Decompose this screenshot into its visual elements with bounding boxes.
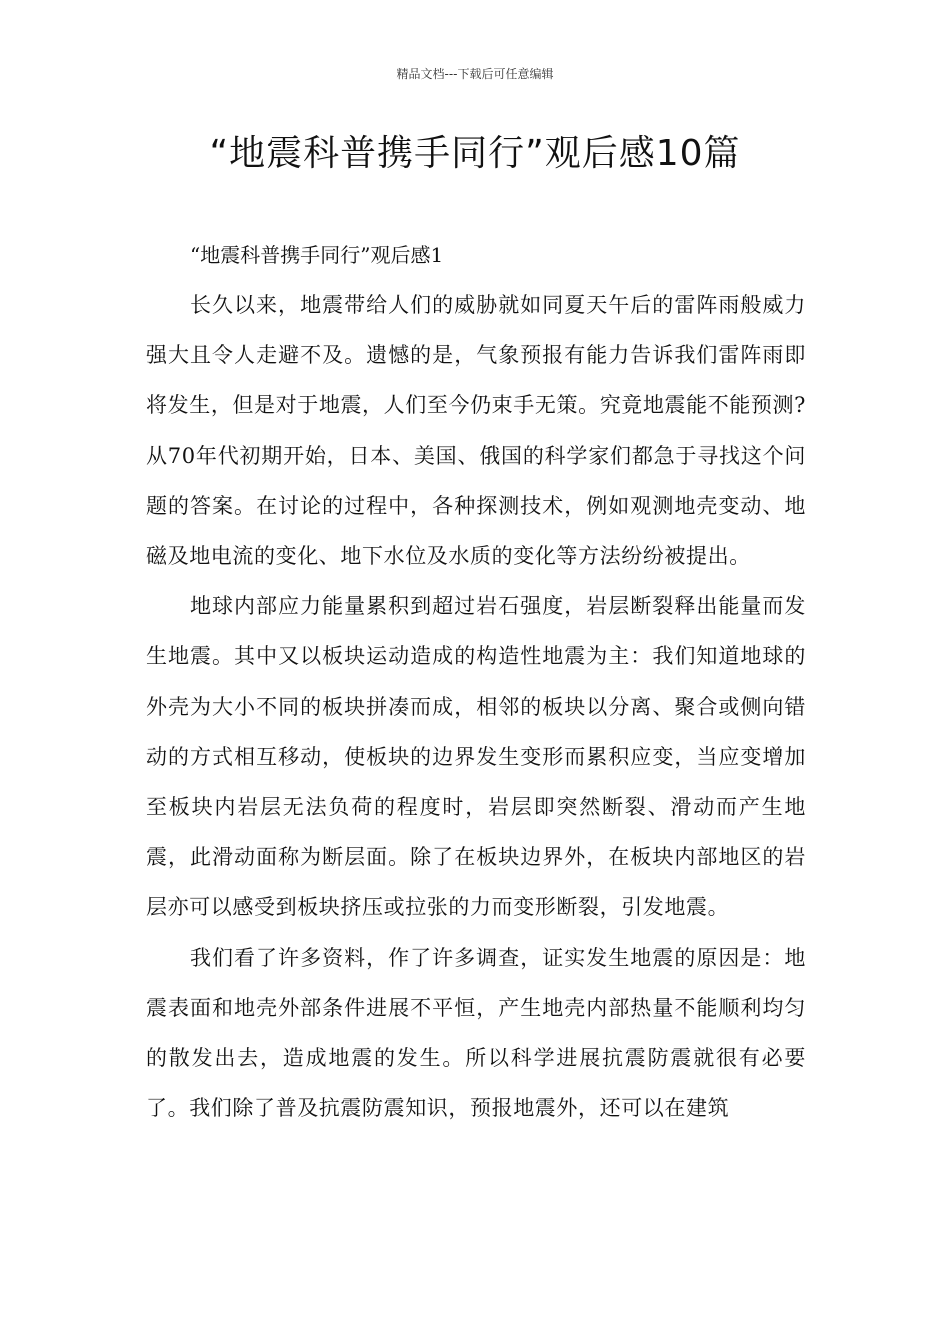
document-body xyxy=(146,230,806,1133)
paragraph-2: 地球内部应力能量累积到超过岩石强度，岩层断裂释出能量而发生地震。其中又以板块运动造成的构造性地震为主：我们知道地球的外壳为大小不同的板块拼凑而成，相邻的板块以分离、聚合或侧向错动的方式相互移动，使板块的边界发生变形而累积应变，当应变增加至板块内岩层无法负荷的程度时，岩层即突然断裂、滑动而产生地震，此滑动面称为断层面。除了在板块边界外，在板块内部地区的岩层亦可以感受到板块挤压或拉张的力而变形断裂，引发地震。 xyxy=(146,594,806,920)
paragraph-3: 我们看了许多资料，作了许多调查，证实发生地震的原因是：地震表面和地壳外部条件进展不平恒，产生地壳内部热量不能顺利均匀的散发出去，造成地震的发生。所以科学进展抗震防震就很有必要了。我们除了普及抗震防震知识，预报地震外，还可以在建筑 xyxy=(146,945,806,1121)
header-note: 精品文档---下载后可任意编辑 xyxy=(396,67,554,81)
section-subtitle: “地震科普携手同行”观后感1 xyxy=(190,243,444,267)
paragraph-1: 长久以来，地震带给人们的威胁就如同夏天午后的雷阵雨般威力强大且令人走避不及。遗憾的是，气象预报有能力告诉我们雷阵雨即将发生，但是对于地震，人们至今仍束手无策。究竟地震能不能预测?从70年代初期开始，日本、美国、俄国的科学家们都急于寻找这个问题的答案。在讨论的过程中，各种探测技术，例如观测地壳变动、地磁及地电流的变化、地下水位及水质的变化等方法纷纷被提出。 xyxy=(146,293,806,569)
document-title: “地震科普携手同行”观后感10篇 xyxy=(209,133,741,174)
